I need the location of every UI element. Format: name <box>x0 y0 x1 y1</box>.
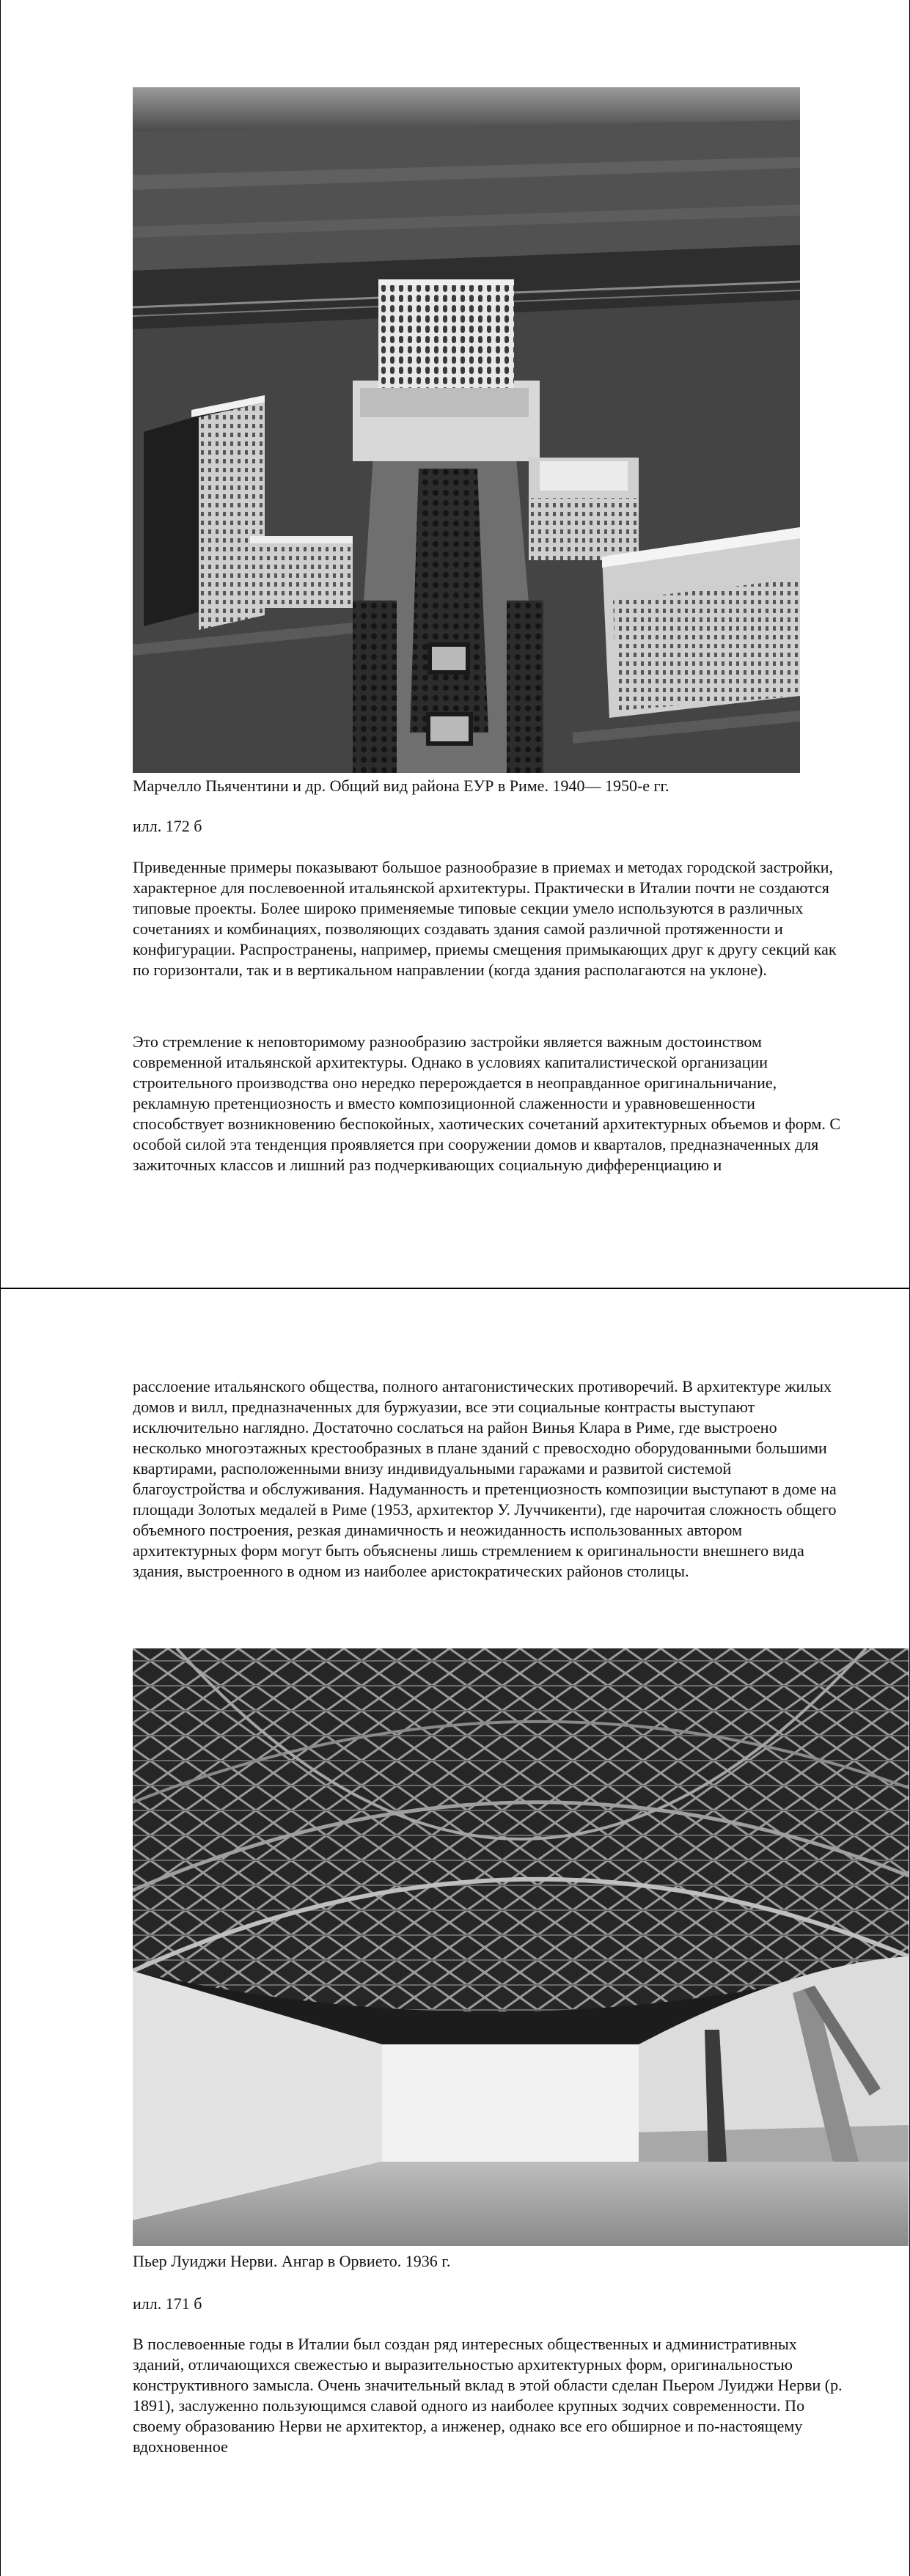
page-2 <box>0 1288 910 2576</box>
figure-ref: илл. 172 б <box>133 817 202 835</box>
paragraph-2: Это стремление к неповторимому разнообразию застройки является важным достоинством современной итальянской архитектуры. Однако в условиях капиталистической организации строительного производства оно нередко перерождается в неоправданное оригинальничание, рекламную претенциозность и вместо композиционной слаженности и уравновешенности способствует возникновению беспокойных, хаотических сочетаний архитектурных объемов и форм. С особой силой эта тенденция проявляется при сооружении домов и кварталов, предназначенных для зажиточных классов и лишний раз подчеркивающих социальную дифференциацию и <box>133 1032 840 1174</box>
figure-ref: илл. 171 б <box>133 2294 202 2313</box>
figure-caption: Марчелло Пьячентини и др. Общий вид района ЕУР в Риме. 1940— 1950-е гг. <box>133 777 669 795</box>
eur-district-photo <box>133 87 800 773</box>
hangar-photo <box>133 1648 909 2246</box>
paragraph-1: Приведенные примеры показывают большое разнообразие в приемах и методах городской застройки, характерное для послевоенной итальянской архитектуры. Практически в Италии почти не создаются типовые проекты. Более широко применяемые типовые секции умело используются в различных сочетаниях и комбинациях, позволяющих создавать здания самой различной протяженности и конфигурации. Распространены, например, приемы смещения примыкающих друг к другу секций как по горизонтали, так и в вертикальном направлении (когда здания располагаются на уклоне). <box>133 858 837 979</box>
paragraph-3: расслоение итальянского общества, полного антагонистических противоречий. В архитектуре жилых домов и вилл, предназначенных для буржуазии, все эти социальные контрасты выступают исключительно наглядно. Достаточно сослаться на район Винья Клара в Риме, где выстроено несколько многоэтажных крестообразных в плане зданий с превосходно оборудованными большими квартирами, расположенными внизу индивидуальными гаражами и развитой системой благоустройства и обслуживания. Надуманность и претенциозность композиции выступают в доме на площади Золотых медалей в Риме (1953, архитектор У. Луччикенти), где нарочитая сложность общего объемного построения, резкая динамичность и неожиданность использованных автором архитектурных форм могут быть объяснены лишь стремлением к оригинальности внешнего вида здания, выстроенного в одном из наиболее аристократических районов столицы. <box>133 1377 837 1580</box>
paragraph-4: В послевоенные годы в Италии был создан ряд интересных общественных и административных зданий, отличающихся свежестью и выразительностью архитектурных форм, оригинальностью конструктивного замысла. Очень значительный вклад в этой области сделан Пьером Луиджи Нерви (р. 1891), заслуженно пользующимся славой одного из наиболее крупных зодчих современности. По своему образованию Нерви не архитектор, а инженер, однако все его обширное и по-настоящему вдохновенное <box>133 2335 843 2456</box>
figure-caption: Пьер Луиджи Нерви. Ангар в Орвието. 1936 г. <box>133 2252 451 2270</box>
